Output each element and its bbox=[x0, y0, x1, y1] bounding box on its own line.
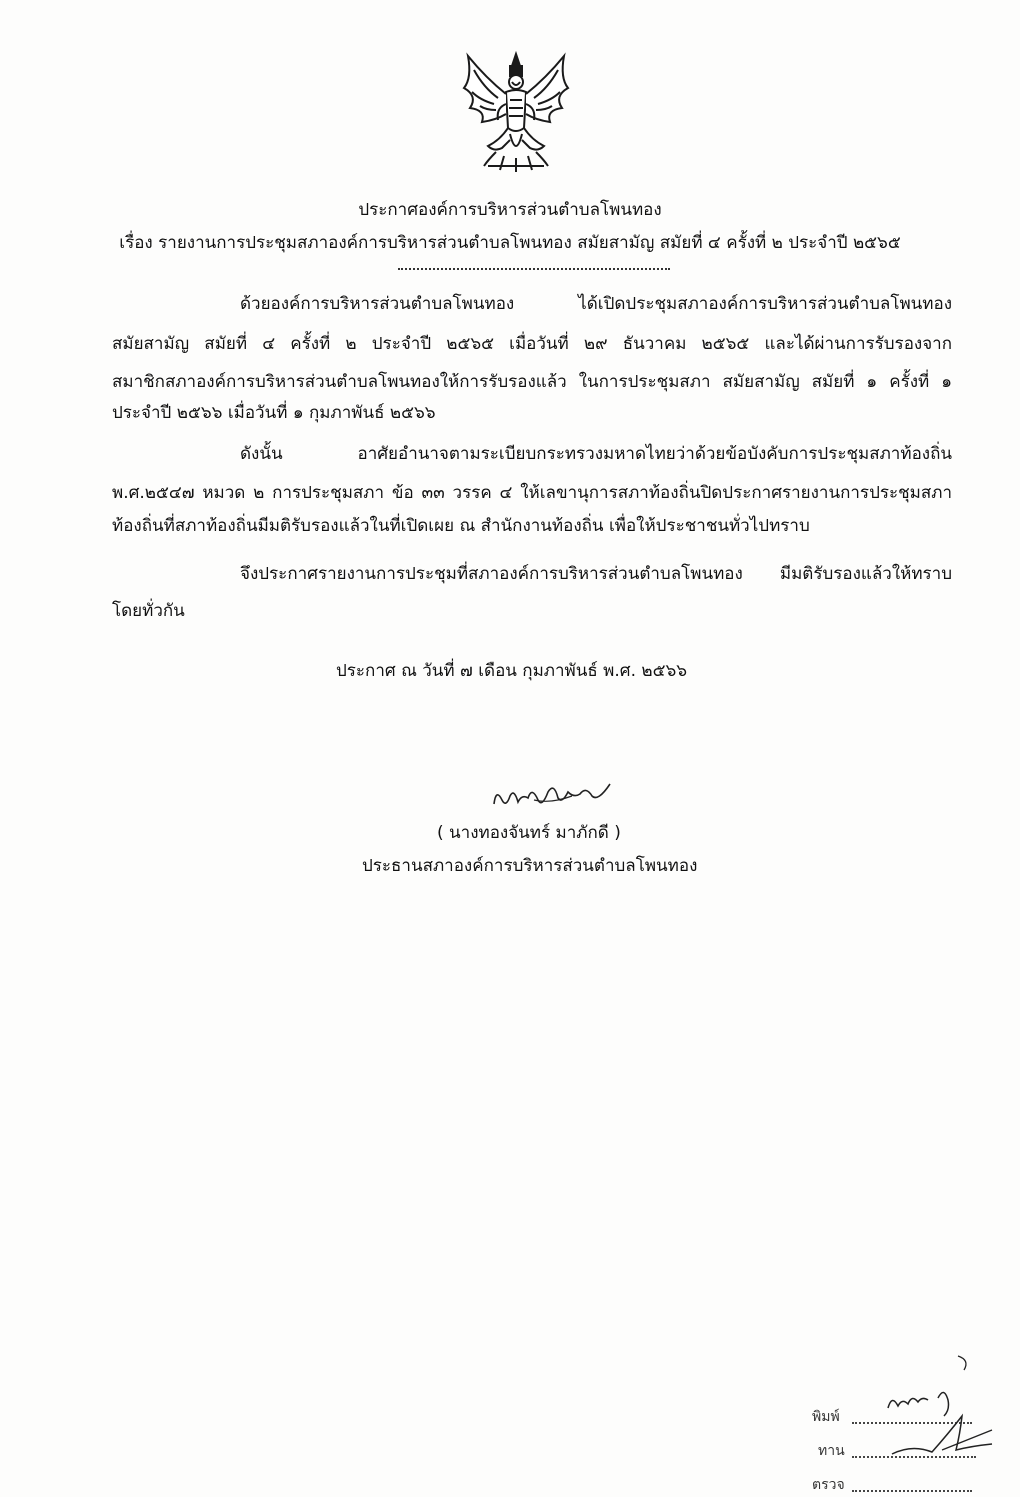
para3-line1: จึงประกาศรายงานการประชุมที่สภาองค์การบริหารส่วนตำบลโพนทอง มีมติรับรองแล้วให้ทราบ bbox=[240, 564, 952, 584]
para1-line2: สมัยสามัญ สมัยที่ ๔ ครั้งที่ ๒ ประจำปี ๒๕๖๕ เมื่อวันที่ ๒๙ ธันวาคม ๒๕๖๕ และได้ผ่านการรับรองจาก bbox=[112, 334, 952, 354]
checked-by-label: ทาน bbox=[818, 1443, 845, 1459]
para1-line1: ด้วยองค์การบริหารส่วนตำบลโพนทอง ได้เปิดประชุมสภาองค์การบริหารส่วนตำบลโพนทอง bbox=[240, 294, 952, 314]
separator-dotted bbox=[398, 268, 670, 270]
announce-date: ประกาศ ณ วันที่ ๗ เดือน กุมภาพันธ์ พ.ศ. ๒๕๖๖ bbox=[336, 661, 688, 681]
document-subject: เรื่อง รายงานการประชุมสภาองค์การบริหารส่วนตำบลโพนทอง สมัยสามัญ สมัยที่ ๔ ครั้งที่ ๒ ประจำปี ๒๕๖๕ bbox=[119, 233, 901, 253]
para3-line2: โดยทั่วกัน bbox=[112, 601, 185, 621]
signatory-name: ( นางทองจันทร์ มาภักดี ) bbox=[437, 823, 621, 843]
para1-line3: สมาชิกสภาองค์การบริหารส่วนตำบลโพนทองให้การรับรองแล้ว ในการประชุมสภา สมัยสามัญ สมัยที่ ๑ ครั้งที่ ๑ bbox=[112, 372, 952, 392]
para2-line3: ท้องถิ่นที่สภาท้องถิ่นมีมติรับรองแล้วในที่เปิดเผย ณ สำนักงานท้องถิ่น เพื่อให้ประชาชนทั่วไปทราบ bbox=[112, 516, 810, 536]
para2-line2: พ.ศ.๒๕๔๗ หมวด ๒ การประชุมสภา ข้อ ๓๓ วรรค ๔ ให้เลขานุการสภาท้องถิ่นปิดประกาศรายงานการประชุมสภา bbox=[112, 483, 952, 503]
signatory-position: ประธานสภาองค์การบริหารส่วนตำบลโพนทอง bbox=[362, 856, 698, 876]
reviewed-by-dots bbox=[852, 1490, 972, 1492]
approval-block bbox=[812, 1350, 1012, 1497]
para1-line4: ประจำปี ๒๕๖๖ เมื่อวันที่ ๑ กุมภาพันธ์ ๒๕๖๖ bbox=[112, 403, 436, 423]
handwritten-signature bbox=[488, 774, 618, 814]
handwritten-initials bbox=[852, 1350, 1012, 1460]
typed-by-label: พิมพ์ bbox=[812, 1409, 840, 1425]
reviewed-by-label: ตรวจ bbox=[812, 1477, 845, 1493]
garuda-emblem-icon bbox=[458, 48, 574, 174]
para2-line1: ดังนั้น อาศัยอำนาจตามระเบียบกระทรวงมหาดไทยว่าด้วยข้อบังคับการประชุมสภาท้องถิ่น bbox=[240, 444, 952, 464]
document-title: ประกาศองค์การบริหารส่วนตำบลโพนทอง bbox=[358, 200, 662, 220]
